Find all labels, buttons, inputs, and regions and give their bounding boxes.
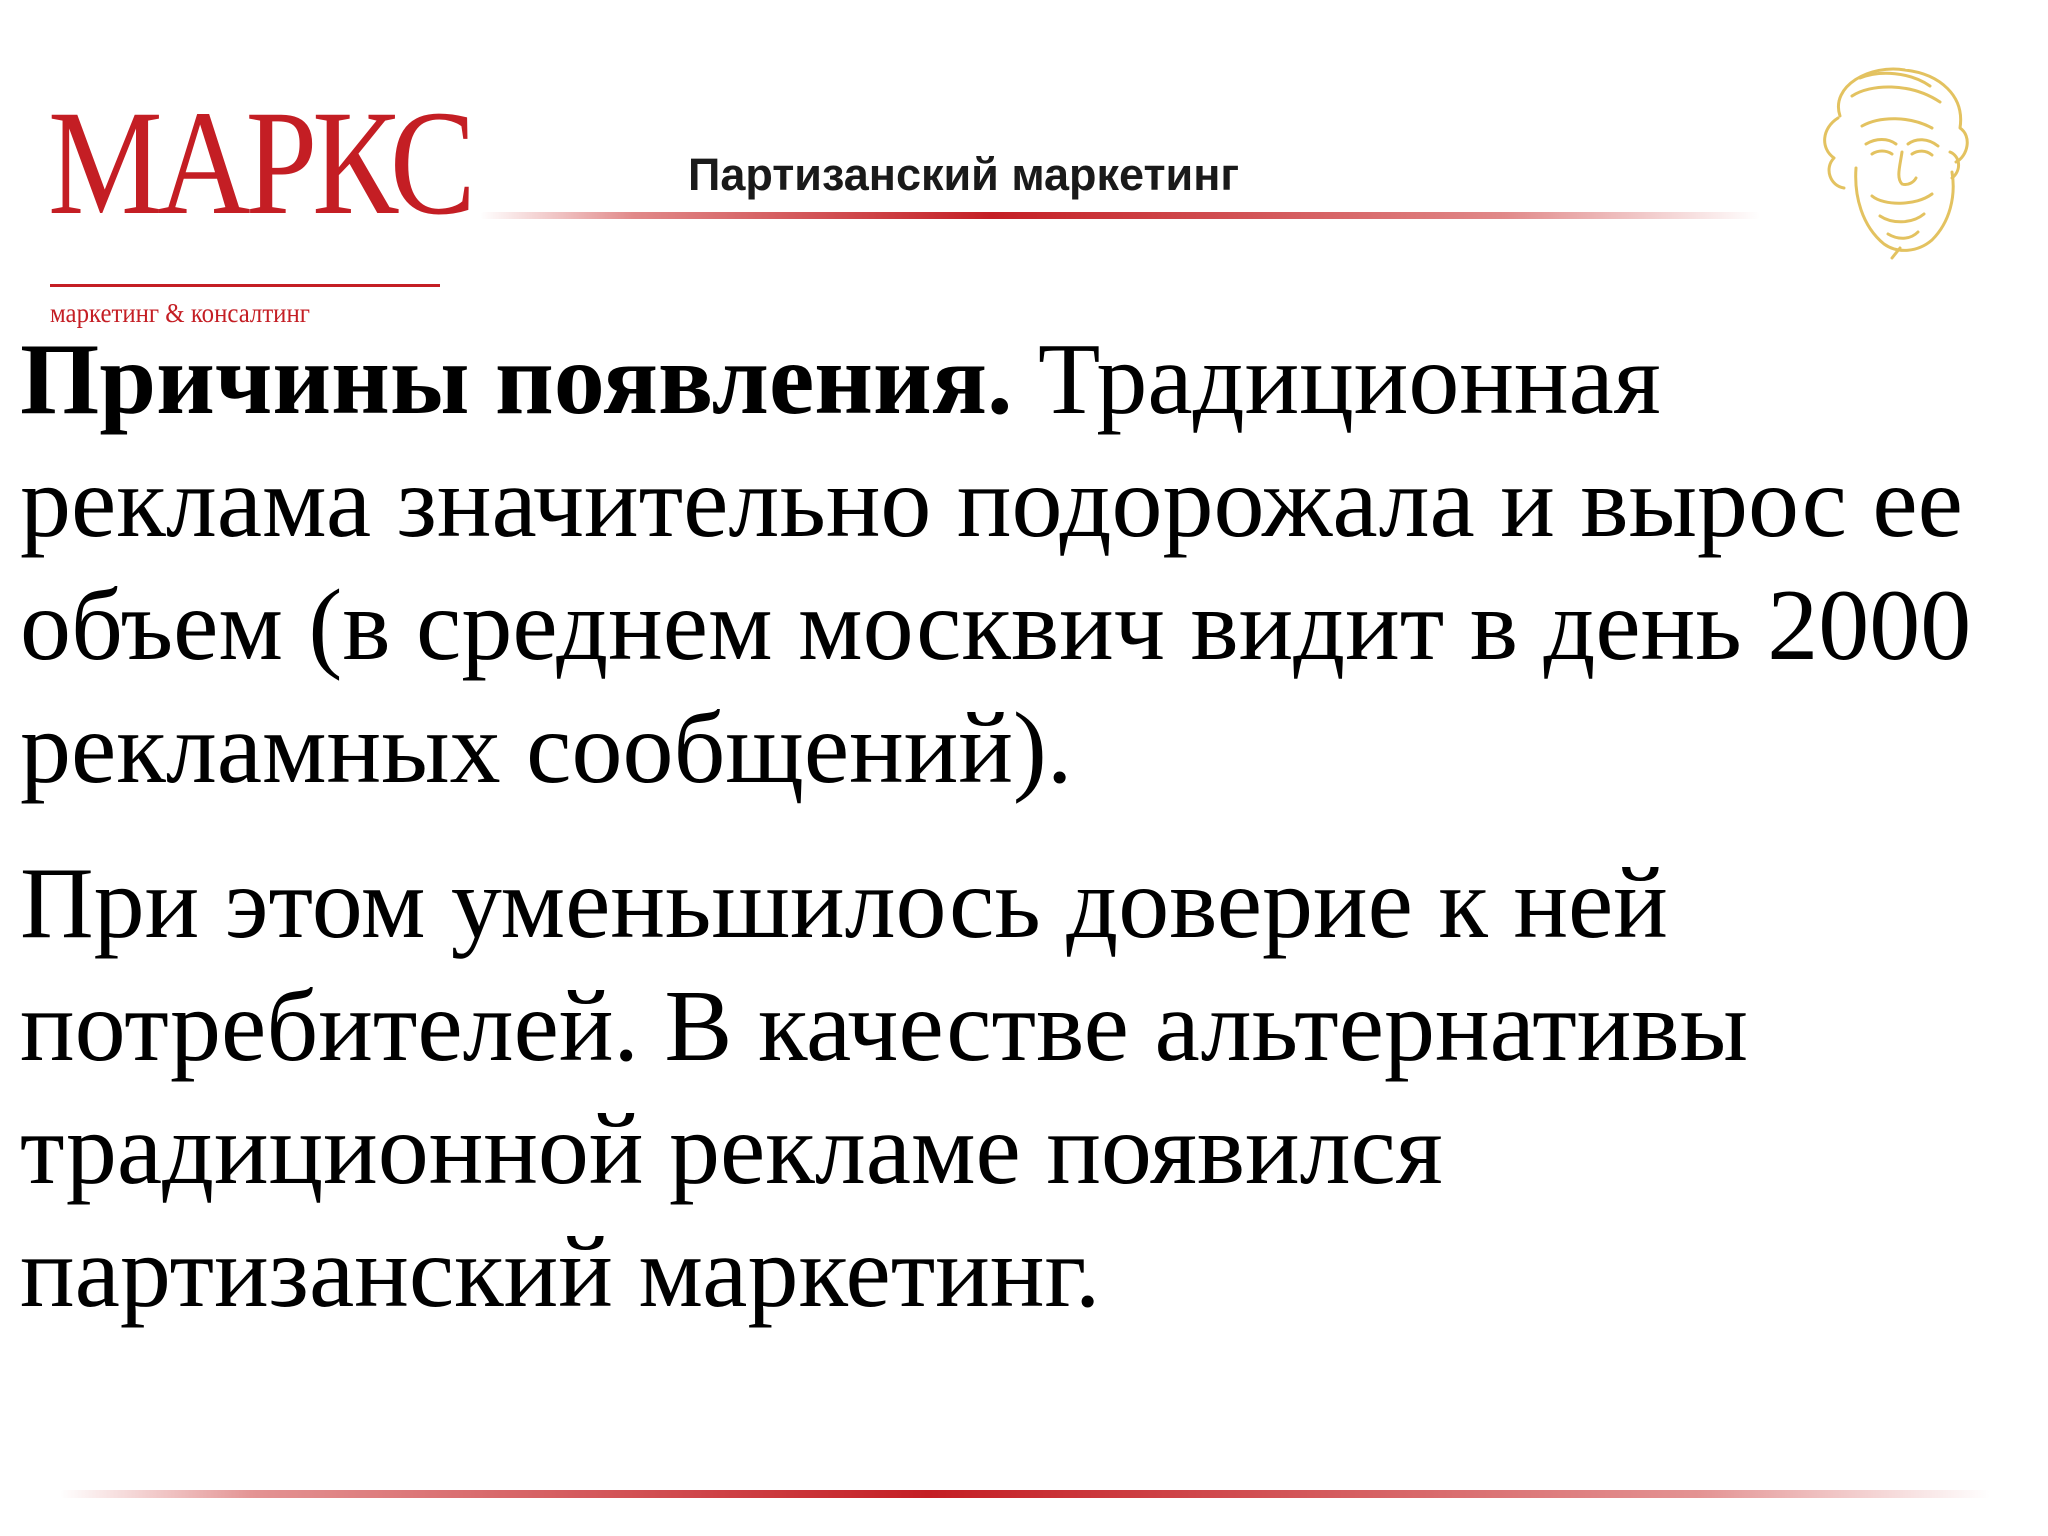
logo-name: МАРКС: [48, 80, 471, 246]
slide-header-title: Партизанский маркетинг: [688, 149, 1240, 200]
footer-divider: [60, 1490, 1990, 1498]
paragraph-text: Традиционная реклама значительно подорожала и вырос ее объем (в среднем москвич видит в день 2000 рекламных сообщений).: [20, 323, 1972, 805]
logo-underline: [50, 284, 440, 287]
header-divider: [480, 212, 1760, 219]
paragraph-lead: Причины появления.: [20, 323, 1013, 436]
slide-body: [20, 318, 2030, 1334]
marx-portrait-sketch-icon: [1800, 56, 1980, 266]
marks-logo: [48, 80, 471, 328]
paragraph-causes: [20, 318, 2030, 810]
paragraph-trust: При этом уменьшилось доверие к ней потребителей. В качестве альтернативы традиционной рекламе появился партизанский маркетинг.: [20, 847, 1749, 1329]
logo-tagline: маркетинг & консалтинг: [50, 298, 310, 328]
